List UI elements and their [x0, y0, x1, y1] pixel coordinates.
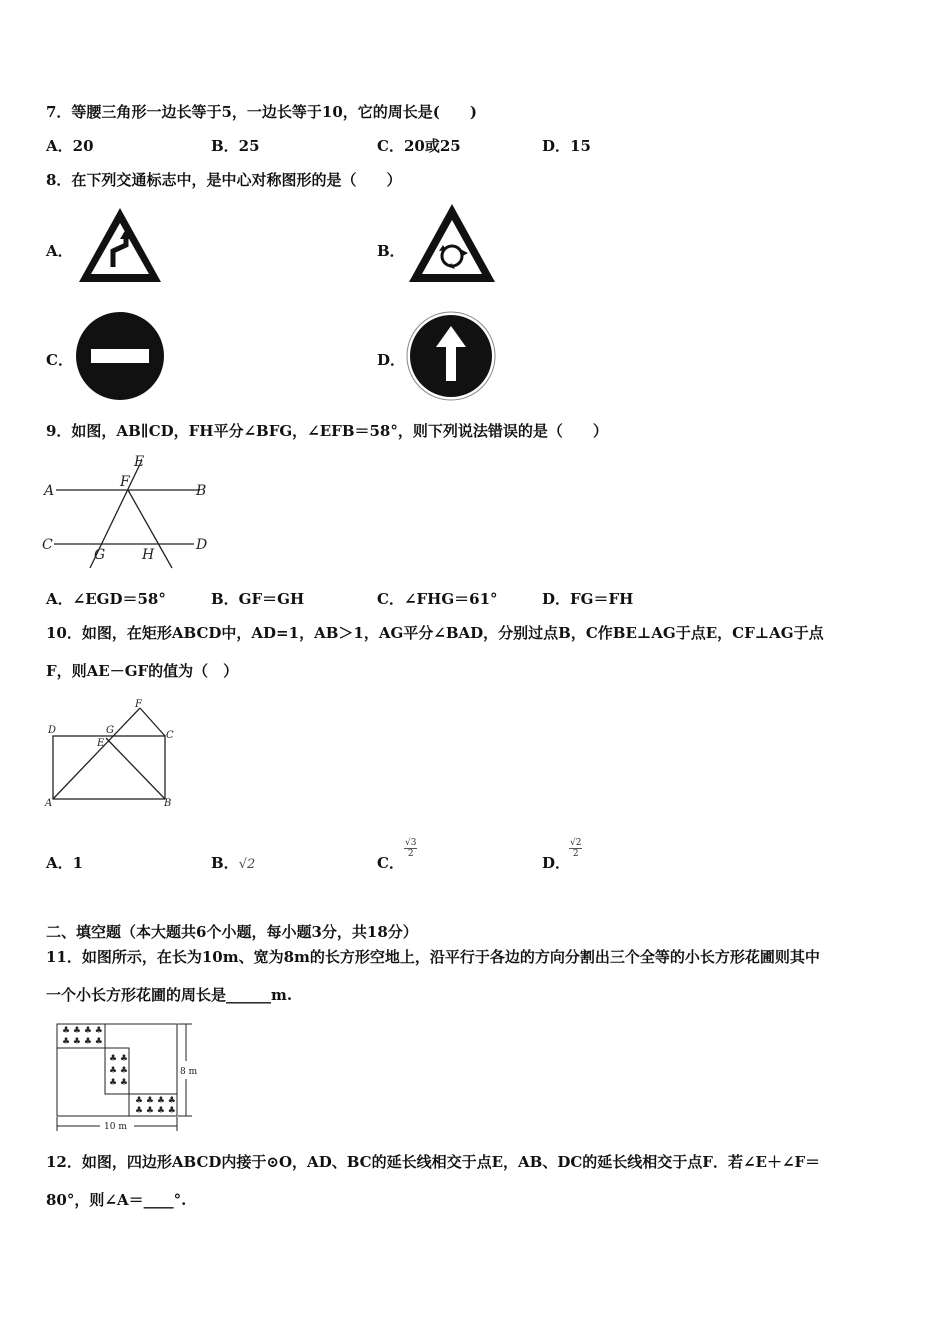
q10-label-a: A: [45, 798, 53, 809]
svg-text:♣ ♣: ♣ ♣: [109, 1078, 128, 1088]
q9-option-a: A．∠EGD＝58°: [46, 590, 166, 608]
sign-roundabout-icon: [406, 201, 498, 285]
q9-figure: [42, 452, 212, 572]
q10-option-b: [211, 853, 255, 875]
svg-text:♣ ♣ ♣ ♣: ♣ ♣ ♣ ♣: [135, 1096, 176, 1106]
q9-label-b: B: [196, 483, 207, 499]
q10-label-f: F: [135, 699, 142, 710]
q10-stem-line2: F，则AE－GF的值为（ ）: [46, 662, 239, 680]
q10-option-c-label: C．: [377, 854, 404, 872]
q7-option-d: D．15: [542, 137, 591, 155]
q10-label-e: E: [97, 738, 105, 749]
q12-stem-line2: 80°，则∠A＝____°.: [46, 1191, 187, 1209]
q8-label-d: D．: [377, 351, 406, 369]
q7-stem: 7．等腰三角形一边长等于5，一边长等于10，它的周长是( ): [46, 103, 477, 121]
q8-stem: 8．在下列交通标志中，是中心对称图形的是（ ）: [46, 171, 402, 189]
svg-text:♣ ♣: ♣ ♣: [109, 1066, 128, 1076]
q9-stem: 9．如图，AB∥CD，FH平分∠BFG，∠EFB＝58°，则下列说法错误的是（ ）: [46, 422, 608, 440]
svg-text:♣ ♣: ♣ ♣: [109, 1054, 128, 1064]
q10-option-b-label: B．: [211, 854, 239, 872]
q9-label-e: E: [134, 454, 145, 470]
q10-label-g: G: [106, 725, 114, 736]
svg-text:♣ ♣ ♣ ♣: ♣ ♣ ♣ ♣: [62, 1026, 103, 1036]
svg-text:♣ ♣ ♣ ♣: ♣ ♣ ♣ ♣: [135, 1106, 176, 1116]
sign-straight-ahead-icon: [406, 311, 496, 401]
q10-option-c-numerator: √3: [405, 838, 417, 848]
q7-option-b: B．25: [211, 137, 260, 155]
section2-title: 二、填空题（本大题共6个小题，每小题3分，共18分）: [46, 923, 418, 941]
q11-figure: [52, 1019, 212, 1135]
q9-label-a: A: [44, 483, 55, 499]
q9-label-g: G: [94, 547, 106, 563]
q10-label-b: B: [164, 798, 172, 809]
q8-label-a: A．: [46, 242, 73, 260]
q7-option-a: A．20: [46, 137, 94, 155]
q10-option-a: A．1: [46, 854, 84, 872]
q11-stem-line2: 一个小长方形花圃的周长是______m.: [46, 986, 293, 1004]
q9-label-f: F: [120, 474, 130, 490]
q10-label-d: D: [48, 725, 57, 736]
q10-stem-line1: 10．如图，在矩形ABCD中，AD=1，AB＞1，AG平分∠BAD，分别过点B，C作BE⊥AG于点E，CF⊥AG于点: [46, 624, 824, 642]
q10-option-c-denominator: 2: [407, 849, 414, 859]
q7-option-c: C．20或25: [377, 137, 461, 155]
q11-width-label: 10 m: [104, 1122, 127, 1132]
q9-option-c: C．∠FHG＝61°: [377, 590, 498, 608]
q10-option-d-denominator: 2: [572, 849, 579, 859]
q10-option-b-value: √2: [238, 857, 256, 872]
q9-label-h: H: [142, 547, 155, 563]
q11-height-label: 8 m: [180, 1067, 198, 1077]
q8-label-c: C．: [46, 351, 73, 369]
q10-option-c-fraction: [404, 838, 417, 859]
sign-double-bend-icon: [76, 205, 164, 285]
q9-option-d: D．FG＝FH: [542, 590, 634, 608]
q10-option-d-label: D．: [542, 854, 571, 872]
q10-option-d-numerator: √2: [570, 838, 582, 848]
q9-label-d: D: [196, 537, 208, 553]
svg-text:♣ ♣ ♣ ♣: ♣ ♣ ♣ ♣: [62, 1037, 103, 1047]
q10-option-d-fraction: [569, 838, 582, 859]
q9-label-c: C: [42, 537, 53, 553]
q12-stem-line1: 12．如图，四边形ABCD内接于⊙O，AD、BC的延长线相交于点E，AB、DC的延长线相交于点F．若∠E＋∠F＝: [46, 1153, 821, 1171]
sign-no-entry-icon: [75, 311, 165, 401]
q11-stem-line1: 11．如图所示，在长为10m、宽为8m的长方形空地上，沿平行于各边的方向分割出三个全等的小长方形花圃则其中: [46, 948, 820, 966]
q8-label-b: B．: [377, 242, 405, 260]
q10-figure: [44, 698, 180, 810]
q9-option-b: B．GF＝GH: [211, 590, 305, 608]
q10-label-c: C: [166, 730, 174, 741]
